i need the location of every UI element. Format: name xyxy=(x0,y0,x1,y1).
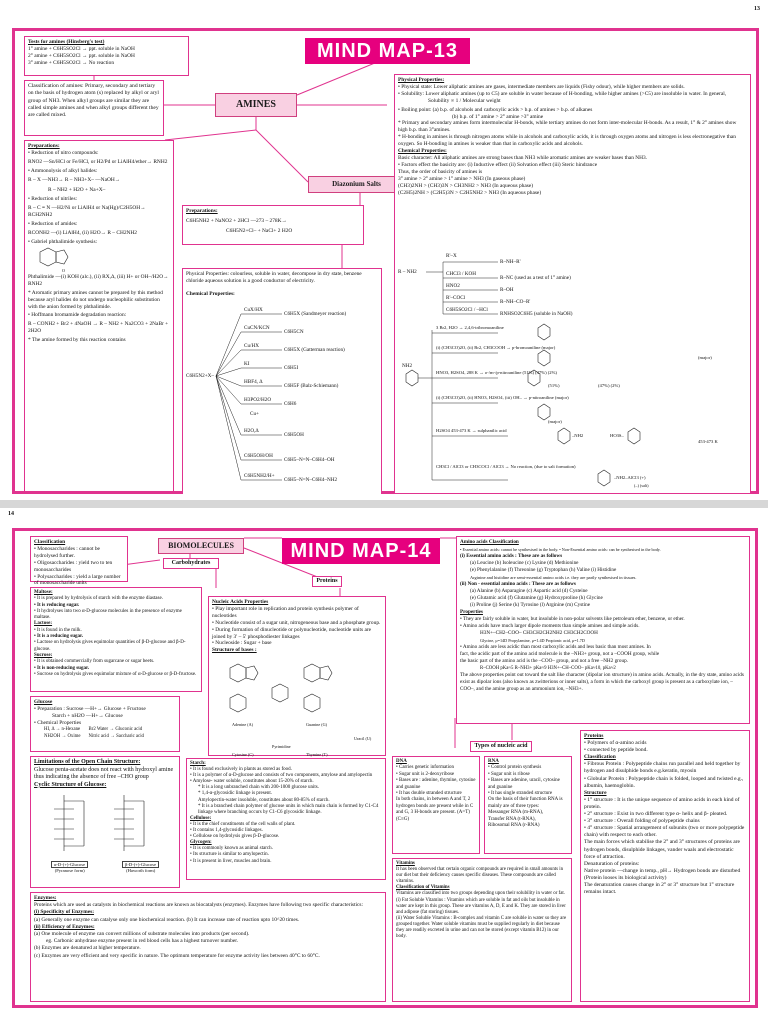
diazo-reagent: H2O,Δ xyxy=(244,428,259,434)
glucose-reaction: Br2 Water → Gluconic acid xyxy=(88,726,143,732)
amino-line: the basic part of the amino acid is the –COO– group, and not a free –NH2 group. xyxy=(460,658,628,664)
class-line: • Monosaccharides : cannot be hydrolysed further. xyxy=(34,545,100,559)
glucose-reaction: HI, Δ → n-Hexane xyxy=(44,726,81,732)
cyclic-heading: Cyclic Structure of Glucose: xyxy=(34,781,107,788)
dna-line: • Sugar unit is 2-deoxyribose xyxy=(396,771,455,777)
amino-line: • Amino acids are less acidic than most carboxylic acids and less basic than most amines. In xyxy=(460,644,651,650)
props-line: * Primary and secondary amines form intermolecular H-bonds, while tertiary amines do not form inter-molecular H-bonds. As a result, 1° & 2° amines show high b.p. than 3°amines. xyxy=(398,120,737,134)
prep-line: • Reduction of amides: xyxy=(28,221,78,228)
glucose-form-label: β-D-(+)-Glucose xyxy=(122,861,159,868)
prep-line: Phthalimide —(i) KOH (alc.), (ii) RX,Δ, (iii) H+ or OH–/H2O→ RNH2 xyxy=(28,273,169,287)
base-label: Pyrimidine xyxy=(272,744,291,749)
diazo-product: C6H5X (Sandmeyer reaction) xyxy=(284,311,347,317)
glucose-line: Starch + nH2O —H+→ Glucose xyxy=(52,712,123,719)
aniline-label: (major) xyxy=(698,355,712,360)
class-line: • Oligosaccharides : yield two to ten monosaccharides xyxy=(34,559,113,573)
amine-product: RNHSO2C6H5 (soluble in NaOH) xyxy=(500,311,573,317)
diazo-product: C6H5I xyxy=(284,365,299,371)
rna-line: Transfer RNA (t-RNA), xyxy=(488,816,536,822)
proteins-box xyxy=(580,730,750,1002)
lactose-heading: Lactose: xyxy=(34,621,53,627)
glucose-reaction: Nitric acid → Saccharic acid xyxy=(88,733,144,739)
enzymes-line: (i) Specificity of Enzymes: xyxy=(34,909,95,916)
props-line: • Boiling point: (a) b.p. of alcohols and carboxylic acids > b.p. of amines > b.p. of alkanes xyxy=(398,106,593,113)
amino-line: (ii) Non - essential amino acids : These are as follows xyxy=(460,581,576,587)
biomolecules-node: BIOMOLECULES xyxy=(158,538,244,554)
dna-line: • It has double stranded structure xyxy=(396,791,462,797)
enzymes-line: (ii) Efficiency of Enzymes: xyxy=(34,923,95,930)
amine-product: R–NC (used as a test of 1° amine) xyxy=(500,275,571,281)
aniline-reaction: HNO3, H2SO4, 288 K → o-/m-/p-nitroaniline (51%) (47%) (2%) xyxy=(436,370,557,375)
proteins-line: The main forces which stabilise the 2° and 3° structures of proteins are hydrogen bonds, disulphide linkages, vander waals and electrostatic force of attraction. xyxy=(584,839,740,860)
prep-line: RCONH2 —(i) LiAlH4, (ii) H2O→ R – CH2NH2 xyxy=(28,230,138,237)
amino-line: (i) Essential amino acids : These are as follows xyxy=(460,553,563,559)
diazo-prep-line: C6H5N2+Cl– + NaCl+ 2 H2O xyxy=(226,227,293,234)
enzymes-box xyxy=(30,892,386,1002)
starch-line: • It is a polymer of α-D-glucose and consists of two components, amylose and amylopectin xyxy=(190,773,373,779)
prep-line: R – X —NH3→ R – NH3+X– —NaOH→ xyxy=(28,176,121,183)
amine-reagent: C6H5SO2Cl / –HCl xyxy=(446,307,488,313)
aniline-label: (–) (salt) xyxy=(634,483,649,488)
diazo-reagent: C6H5OH/OH xyxy=(244,453,273,459)
diazo-product: C6H5OH xyxy=(284,432,304,438)
nucleic-heading: Nucleic Acids Properties xyxy=(212,599,269,605)
enzymes-line: Proteins which are used as catalysts in biochemical reactions are known as biocatalysts (enzymes). Enzymes have following two specific characteristics: xyxy=(34,902,364,909)
aniline-label: (47%) (2%) xyxy=(598,383,620,388)
amino-line: • Amino acids have much larger dipole moments than simple amines and simple acids. xyxy=(460,623,640,629)
prep-line: * Aromatic primary amines cannot be prepared by this method because aryl halides do not undergo nucleophilic substitution with the anion formed by phthalimide. xyxy=(28,289,163,310)
diazo-reagent: Cu/HX xyxy=(244,343,259,349)
vitamins-line: (i) Fat Soluble Vitamins : Vitamins which are soluble in fat and oils but insoluble in water are kept in this group. These are vitamins A, D, E and K. They are stored in liver and adipose (fat storing) tissues. xyxy=(396,897,566,915)
sucrose-line: • It is obtained commercially from sugarcane or sugar beets. xyxy=(34,659,155,665)
diazo-prep-line: C6H5NH2 + NaNO2 + 2HCl —273 – 278K→ xyxy=(186,217,287,224)
amino-line: fact, the acidic part of the amino acid molecule is the –NH3+ group, not a –COOH group, while xyxy=(460,651,660,657)
diazo-salt-formula: C6H5N2+X– xyxy=(186,373,214,379)
carbohydrates-node: Carbohydrates xyxy=(163,558,219,569)
diazonium-node: Diazonium Salts xyxy=(308,176,405,193)
amino-line: R–COOH pKa≈5 R–NH3+ pKa≈9 H3N+–CH–COO– pKa≈10, pKa≈2 xyxy=(480,666,616,671)
amino-heading: Amino acids Classification xyxy=(460,539,519,545)
proteins-line: • 3° structure : Overall folding of polypeptide chains xyxy=(584,818,700,825)
amino-line: Glycine, μ=14D Propylamine, μ=1.4D Propionic acid, μ=1.7D xyxy=(480,638,585,643)
prep-heading: Preparations: xyxy=(28,143,60,149)
diazo-reagent: H3PO2/H2O xyxy=(244,397,272,403)
amine-reagent: R'–COCl xyxy=(446,295,466,301)
nucleic-line: • Nucleoside : Sugar + base xyxy=(212,640,272,647)
open-chain-text: Glucose penta-acetate does not react with hydroxyl amine thus indicating the absence of free –CHO group xyxy=(34,766,174,781)
amine-product: R–OH xyxy=(500,287,514,293)
glucose-form-label: (Pyranose form) xyxy=(54,868,85,874)
diazo-reactions xyxy=(186,307,376,492)
proteins-heading: Proteins xyxy=(584,733,604,739)
amino-line: Arginine and histidine are semi-essential amino acids i.e. they are partly synthesised in tissues. xyxy=(470,575,637,580)
vitamins-line: Vitamins are classified into two groups depending upon their solubility in water or fat. xyxy=(396,891,565,897)
proteins-line: Structure xyxy=(584,789,607,796)
glucose-reaction: NH2OH → Oxime xyxy=(44,733,81,739)
glucose-heading: Glucose xyxy=(34,699,53,705)
cellulose-line: • It contains 1,4-glycosidic linkages. xyxy=(190,828,263,834)
props-line: Thus, the order of basicity of amines is xyxy=(398,168,483,175)
rna-line: • Control protein synthesis xyxy=(488,765,542,771)
glucose-form-label: (Haworth form) xyxy=(126,868,156,874)
dna-box xyxy=(392,756,480,854)
svg-text:O: O xyxy=(62,267,65,273)
nucleic-types-node: Types of nucleic acid xyxy=(470,741,532,752)
base-label: Thymine (T) xyxy=(306,752,328,757)
amino-line: • They are fairly soluble in water, but insoluble in non-polar solvents like petroleum ether, benzene, or ether. xyxy=(460,616,685,622)
phthalimide-structure-icon xyxy=(34,248,74,274)
proteins-node: Proteins xyxy=(312,576,342,587)
lactose-line: • It is a reducing sugar. xyxy=(34,634,83,640)
rna-line: • It has single stranded structure xyxy=(488,791,553,797)
diazo-prep-box xyxy=(182,205,364,245)
aniline-label: 453-473 K xyxy=(698,439,718,444)
sucrose-line: • Sucrose on hydrolysis gives equimolar mixture of α-D-glucose or β-D-fructose. xyxy=(34,671,197,677)
page-title: MIND MAP-14 xyxy=(282,538,440,564)
prep-line: • Gabriel phthalimide synthesis: xyxy=(28,238,98,245)
enzymes-line: (c) Enzymes are very efficient and very specific in nature. The optimum temperature for enzyme activity lies between 40°C to 60°C. xyxy=(34,952,320,959)
amino-line: The above properties point out toward the salt like character (dipolar ion structure) in amino acids. Actually, in the dry state, amino acids exist as dipolar ions (also known as zwitterions or inner salts), a form in which the carboxyl group is present as a carboxylate ion, –COO–, and the amine group as an ammonium ion, –NH3+. xyxy=(460,672,744,692)
dna-heading: DNA xyxy=(396,759,407,764)
hinsberg-line: 2° amine + C6H5SO2Cl → ppt. soluble in NaOH xyxy=(28,52,135,59)
base-label: Adenine (A) xyxy=(232,722,254,727)
diazo-product: C6H5F (Balz-Schiemann) xyxy=(284,383,339,389)
proteins-line: • 1° structure : It is the unique sequence of amino acids in each kind of protein. xyxy=(584,796,740,810)
cellulose-line: • It is the chief constituents of the cell walls of plant. xyxy=(190,821,296,827)
diazo-product: C6H5CN xyxy=(284,329,304,335)
glycogen-line: • It is present in liver, muscles and brain. xyxy=(190,858,272,864)
cyclic-glucose-structure-icon xyxy=(34,791,174,861)
glycogen-line: • It is commonly known as animal starch. xyxy=(190,846,273,852)
amino-line: (e) Glutamic acid (f) Glutamine (g) Hydroxyproline (h) Glycine xyxy=(470,595,603,601)
dna-line: • Carries genetic information xyxy=(396,765,454,771)
glucose-line: • Preparation : Sucrose —H+→ Glucose + Fructose xyxy=(34,705,146,712)
aniline-label: –NH2–AlCl3 (+) xyxy=(614,475,646,480)
props-line: (CH3)2NH > (CH3)3N > CH3NH2 > NH3 (In aqueous phase) xyxy=(398,182,534,189)
prep-line: • Reduction of nitro compounds: xyxy=(28,149,99,156)
maltose-line: • It is reducing sugar. xyxy=(34,602,80,608)
polysaccharides-box xyxy=(186,758,386,880)
starch-line: Amylopectin-water insoluble, constitutes about 80-85% of starch. xyxy=(198,797,330,803)
maltose-heading: Maltose: xyxy=(34,590,53,595)
proteins-line: • 2° structure : Exist in two different type α- helix and β- pleated. xyxy=(584,811,728,818)
prep-line: R – CONH2 + Br2 + 4NaOH → R – NH2 + Na2CO3 + 2NaBr + 2H2O xyxy=(28,321,169,335)
page-14 xyxy=(0,508,768,1014)
diazo-chem-heading: Chemical Properties: xyxy=(186,290,235,297)
diazo-product: C6H5X (Gatterman reaction) xyxy=(284,347,345,353)
starch-line: * 1,4-α-glycosidic linkage is present. xyxy=(198,791,272,797)
amine-reagent: R'–X xyxy=(446,253,457,259)
prep-line: • Hoffmann bromamide degradation reaction: xyxy=(28,312,127,319)
amino-line: (e) Phenylalanine (f) Threonine (g) Tryptophan (h) Valine (i) Histidine xyxy=(470,567,617,573)
open-chain-heading: Limitations of the Open Chain Structure: xyxy=(34,759,141,765)
preparations-box xyxy=(24,140,174,492)
enzymes-line: (a) Generally one enzyme can catalyse only one biochemical reaction. (b) It can increase rate of reaction upto 10^20 times. xyxy=(34,916,300,923)
diazo-reagent: HBF4, Δ xyxy=(244,379,263,385)
rna-line: On the basis of their function RNA is mainly are of three types: xyxy=(488,797,563,809)
lactose-line: • Lactose on hydrolysis gives equimolar quantities of β-D-glucose and β-D-glucose. xyxy=(34,640,186,652)
vitamins-line: Classification of Vitamins xyxy=(396,885,450,891)
lactose-line: • It is found in the milk. xyxy=(34,627,82,633)
amine-product: R–NH–CO–R' xyxy=(500,299,531,305)
aniline-label: HO3S– xyxy=(610,433,624,438)
vitamins-box xyxy=(392,858,572,1002)
proteins-line: • 4° structure : Spatial arrangement of subunits (two or more polypeptide chain) with respect to each other. xyxy=(584,825,745,839)
proteins-line: • Globular Protein : Polypeptide chain is folded, looped and twisted e.g., albumin, haemoglobin. xyxy=(584,775,744,789)
props-line: (C2H5)2NH > (C2H5)3N > C2H5NH2 > NH3 (In aqueous phase) xyxy=(398,189,542,196)
amine-formula: R – NH2 xyxy=(398,269,417,275)
classification-box xyxy=(30,536,128,587)
prep-line: • Reduction of nitriles: xyxy=(28,196,78,203)
proteins-line: Native protein —change in temp., pH→ Hydrogen bonds are disturbed xyxy=(584,867,741,874)
classification-box xyxy=(24,80,164,136)
nucleic-line: Structure of bases : xyxy=(212,647,257,654)
enzymes-heading: Enzymes: xyxy=(34,895,57,901)
proteins-line: The denaturation causes change in 2° or 3° structure but 1° structure remains intact. xyxy=(584,881,735,896)
enzymes-line: (a) One molecule of enzyme can convert millions of substrate molecules into products (per second). xyxy=(34,931,250,938)
diazo-product: C6H5–N=N–C6H4–NH2 xyxy=(284,477,338,483)
hinsberg-heading: Tests for amines (Hinsberg's test) xyxy=(28,39,105,45)
enzymes-line: eg. Carbonic anhydrase enzyme present in red blood cells has a highest turnover number. xyxy=(46,938,239,945)
props-line: (b) b.p. of 1° amine > 2° amine >3° amine xyxy=(452,113,544,120)
proteins-line: Denaturation of proteins: xyxy=(584,860,640,867)
base-label: Cytosine (C) xyxy=(232,752,254,757)
glucose-box xyxy=(30,696,180,752)
diazo-reagent: KI xyxy=(244,361,250,367)
diazo-reaction-arrows xyxy=(186,310,376,492)
aniline-reaction: (i) (CH3CO)2O, (ii) HNO3, H2SO4, (iii) OH– → p-nitroaniline (major) xyxy=(436,395,569,400)
proteins-line: Classification xyxy=(584,754,616,761)
amine-reactions xyxy=(398,253,748,488)
glucose-structure-box xyxy=(30,756,180,888)
props-line: * H-bonding in amines is through nitrogen atoms while in alcohols and carboxylic acids, it is through oxygen atoms and nitrogen is less electronegative than oxygen. So H-bonding in amines is weaker than that in carboxylic acids and alcohols. xyxy=(398,134,736,148)
amino-line: Properties xyxy=(460,609,483,615)
amino-line: (a) Leucine (b) Isoleucine (c) Lysine (d) Methionine xyxy=(470,560,579,566)
class-heading: Classification xyxy=(34,539,66,545)
glucose-form-label: α-D-(+)-Glucose xyxy=(51,861,88,868)
amine-product: R–NH–R' xyxy=(500,259,521,265)
amino-acids-box xyxy=(456,536,750,724)
prep-line: * The amine formed by this reaction contains xyxy=(28,337,126,344)
amines-node: AMINES xyxy=(215,93,297,117)
rna-heading: RNA xyxy=(488,759,499,764)
classification-text: Classification of amines: Primary, secondary and tertiary on the basis of hydrogen atom (s) replaced by alkyl or aryl group of NH3. When alkyl groups are similar they are called simple amines and when alkyl groups different they are called mixed. xyxy=(28,83,159,119)
aniline-reaction: 3 Br2, H2O → 2,4,6-tribromoaniline xyxy=(436,325,504,330)
page-13 xyxy=(0,0,768,500)
sucrose-heading: Sucrose: xyxy=(34,652,53,658)
maltose-line: • It is prepared by hydrolysis of starch with the enzyme diastase. xyxy=(34,596,163,602)
prep-line: R – NH2 + H2O + Na+X– xyxy=(48,186,106,193)
amine-reagent: CHCl3 / KOH xyxy=(446,271,476,277)
base-label: Uracil (U) xyxy=(354,736,372,741)
page-number: 13 xyxy=(754,6,760,12)
glycogen-heading: Glycogen: xyxy=(190,840,212,846)
amino-line: • Essential amino acids: cannot be synthesised in the body. • Non-Essential amino acids: can be synthesised in the body. xyxy=(460,547,661,552)
proteins-line: • Fibrous Protein : Polypeptide chains run parallel and held together by hydrogen and disulphide bonds e.g.keratin, myosin xyxy=(584,761,741,775)
hinsberg-test-box xyxy=(24,36,189,76)
starch-line: * It is a branched chain polymer of glucose units in which main chain is formed by C1-C4 linkage where branching occurs by C1-C6 glycosidic linkage. xyxy=(198,803,379,815)
nucleic-line: • Nucleotide consist of a sugar unit, nitrogeneous base and a phosphate group. xyxy=(212,619,381,626)
rna-box xyxy=(484,756,572,854)
aniline-reaction: H2SO4 453-473 K → sulphanilic acid xyxy=(436,428,507,433)
hinsberg-line: 1° amine + C6H5SO2Cl → ppt. soluble in NaOH xyxy=(28,45,135,52)
sucrose-line: • It is non-reducing sugar. xyxy=(34,665,89,671)
class-line: • Polysaccharides : yield a large number of monosaccharide units xyxy=(34,573,121,587)
starch-line: • Amylose- water soluble, constitutes about 15-20% of starch. xyxy=(190,779,314,785)
page-title: MIND MAP-13 xyxy=(305,38,470,64)
rna-line: • Bases are adenine, uracil, cytosine and guanine xyxy=(488,778,560,790)
aniline-label: (major) xyxy=(548,419,562,424)
dna-line: • Bases are : adenine, thymine, cytosine and guanine xyxy=(396,778,476,790)
cellulose-line: • Cellulose on hydrolysis gives β-D-glucose. xyxy=(190,834,280,840)
aniline-label: –NH2 xyxy=(572,433,584,438)
diazo-prep-heading: Preparations: xyxy=(186,208,218,214)
diazo-reagent: C6H5NH2/H+ xyxy=(244,473,275,479)
dna-line: In both chains, in between A and T, 2 hydrogen bonds are present while in C and G, 3 H-bonds are present. (A=T) (C≡G) xyxy=(396,797,474,822)
props-line: • Solubility: Lower aliphatic amines (up to C5) are soluble in water because of H-bonding, while higher amines (>C5) are insoluble in water. In general, xyxy=(398,90,727,97)
diazo-reagent: Cu+ xyxy=(250,411,259,417)
nucleic-line: • Play important role in replication and protein synthesis polymer of nucleotides xyxy=(212,605,359,619)
page-number: 14 xyxy=(8,511,14,517)
cellulose-heading: Cellulose: xyxy=(190,815,212,821)
bases-labels xyxy=(214,696,384,756)
rna-line: Messanger RNA (m-RNA), xyxy=(488,810,544,816)
page-separator xyxy=(0,500,768,508)
prep-line: R – C ≡ N —H2/Ni or LiAlH4 or Na(Hg)/C2H5OH→ RCH2NH2 xyxy=(28,205,146,219)
aniline-label: NH2 xyxy=(402,363,413,369)
aniline-reaction: CH3Cl / AlCl3 or CH3COCl / AlCl3 → No reaction, (due to salt formation) xyxy=(436,464,576,469)
aniline-label: (51%) xyxy=(548,383,560,388)
props-line: • Physical state: Lower aliphatic amines are gases, intermediate members are liquids (Fishy odour), while higher members are solids. xyxy=(398,83,685,90)
amino-line: (i) Proline (j) Serine (k) Tyrosine (l) Arginine (m) Cystine xyxy=(470,602,591,608)
maltose-line: • It hydrolyses into two α-D-glucose molecules in the presence of enzyme maltase. xyxy=(34,608,182,621)
base-label: Guanine (G) xyxy=(306,722,328,727)
props-line: • Factors effect the basicity are: (i) Inductive effect (ii) Solvation effect (iii) Steric hindrance xyxy=(398,161,598,168)
props-line: Chemical Properties: xyxy=(398,148,447,155)
props-line: 3° amine > 2° amine > 1° amine > NH3 (In gaseous phase) xyxy=(398,175,526,182)
diazo-reagent: CuX/HX xyxy=(244,307,263,313)
proteins-line: • Polymers of α-amino acids xyxy=(584,740,647,747)
proteins-line: • connected by peptide bond. xyxy=(584,747,648,754)
diazo-product: C6H5–N=N–C6H4–OH xyxy=(284,457,335,463)
rna-line: Ribosomal RNA (r-RNA) xyxy=(488,823,540,829)
rna-line: • Sugar unit is ribose xyxy=(488,771,530,777)
proteins-line: (Protein looses its biological activity) xyxy=(584,874,667,881)
starch-line: * It is a long unbranched chain with 200-1000 glucose units. xyxy=(198,785,319,791)
disaccharides-box xyxy=(30,587,202,692)
amino-line: H3N+–CH2–COO– CH3CH2CH2NH2 CH3CH2COOH xyxy=(480,630,598,636)
vitamins-line: (ii) Water Soluble Vitamins : B-complex and vitamin C are soluble in water so they are grouped together. Water soluble vitamins must be supplied regularly in diet because they are readily excreted in urine and can not be stored (except vitamin B12) in our body. xyxy=(396,915,567,940)
enzymes-line: (b) Enzymes are denatured at higher temperature. xyxy=(34,945,141,952)
diazo-phys-text: Physical Properties: colourless, soluble in water, decompose in dry state, benzene chloride aqueous solution is a good conductor of electricity. xyxy=(186,271,362,284)
vitamins-heading: Vitamins xyxy=(396,861,415,866)
starch-line: • It is found exclusively in plants as stored as food. xyxy=(190,767,292,773)
amine-reagent: HNO2 xyxy=(446,283,460,289)
glucose-line: • Chemical Properties xyxy=(34,719,82,726)
props-line: Basic character: All aliphatic amines are strong bases than NH3 while aromatic amines are weaker bases than NH3. xyxy=(398,154,648,161)
diazo-reagent: CuCN/KCN xyxy=(244,325,270,331)
hinsberg-line: 3° amine + C6H5SO2Cl → No reaction xyxy=(28,59,115,66)
vitamins-line: It has been observed that certain organic compounds are required in small amounts in our diet but their deficiency causes specific diseases. These compounds are called vitamins. xyxy=(396,867,564,885)
amino-line: (a) Alanine (b) Asparagine (c) Aspartic acid (d) Cysteine xyxy=(470,588,588,594)
prep-line: • Ammonolysis of alkyl halides: xyxy=(28,167,98,174)
nucleic-line: • During formation of dinucleotide or polynucleotide, nucleotide units are joined by 3' – 5' phosphodiester linkages xyxy=(212,626,372,640)
starch-heading: Starch: xyxy=(190,761,206,766)
props-line: Solubility ∝ 1 / Molecular weight xyxy=(428,97,501,104)
diazo-product: C6H6 xyxy=(284,401,297,407)
props-heading: Physical Properties: xyxy=(398,77,445,83)
glycogen-line: • Its structure is similar to amylopectin. xyxy=(190,852,269,858)
prep-line: RNO2 —Sn/HCl or Fe/HCl, or H2/Pd or LiAlH4/ether→ RNH2 xyxy=(28,158,168,165)
aniline-reaction: (i) (CH3CO)2O, (ii) Br2, CH3COOH → p-bromoaniline (major) xyxy=(436,345,556,350)
